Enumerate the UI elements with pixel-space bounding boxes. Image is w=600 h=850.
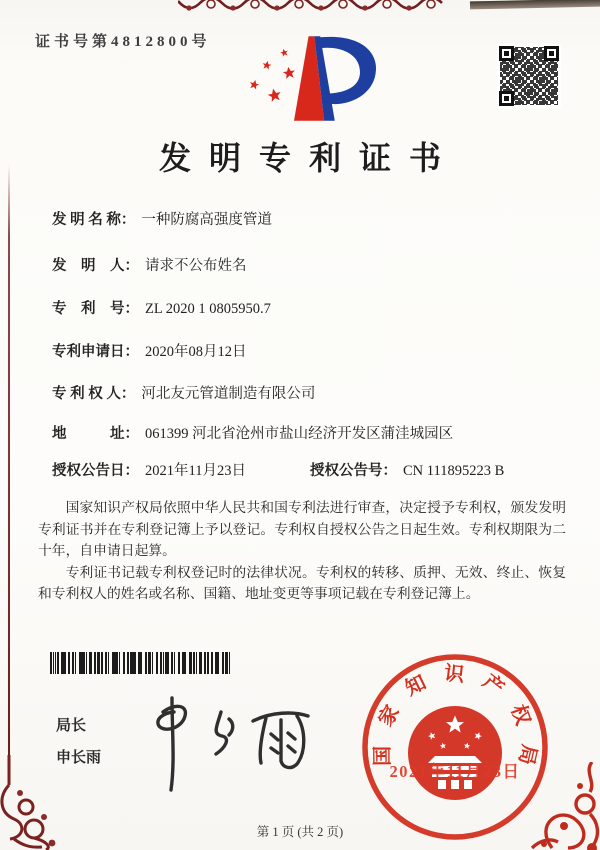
field-row-patent-number: [52, 297, 271, 319]
cnipa-logo-icon: [228, 32, 393, 127]
field-value: CN 111895223 B: [403, 463, 505, 479]
field-value: 2021年11月23日: [145, 463, 246, 479]
legal-text-block: [38, 497, 566, 605]
qr-code: [497, 44, 561, 108]
field-label: 授权公告日：: [52, 463, 139, 479]
legal-paragraph-2: 专利证书记载专利权登记时的法律状况。专利权的转移、质押、无效、终止、恢复和专利权人的姓名或名称、国籍、地址变更等事项记载在专利登记簿上。: [38, 564, 566, 602]
certificate-number: 证书号第4812800号: [35, 34, 211, 50]
field-label: 专利申请日：: [52, 344, 139, 360]
left-border-line: [8, 165, 10, 758]
signature-handwriting: [125, 690, 325, 795]
field-label: 授权公告号：: [310, 463, 397, 479]
field-row-inventor: [52, 254, 247, 276]
field-label: 地 址：: [52, 426, 139, 442]
field-label: 发 明 名 称：: [52, 212, 136, 228]
qr-finder-bottom-left: [499, 91, 514, 106]
qr-finder-top-right: [544, 46, 559, 61]
page-number: 第 1 页 (共 2 页): [256, 825, 344, 839]
signer-name: 申长雨: [56, 750, 102, 766]
seal-date-overlay: 2021年11月23日: [389, 762, 521, 781]
field-label: 发 明 人：: [52, 258, 139, 274]
certificate-title: 发明专利证书: [158, 140, 459, 176]
field-label: 专 利 号：: [52, 301, 139, 317]
signer-title: 局长: [56, 718, 87, 734]
field-value: 061399 河北省沧州市盐山经济开发区蒲洼城园区: [145, 426, 454, 442]
qr-finder-top-left: [499, 46, 514, 61]
field-value: 一种防腐高强度管道: [141, 212, 272, 228]
top-border-ornament: [178, 0, 446, 13]
field-row-address: [52, 422, 453, 444]
field-label: 专 利 权 人：: [52, 386, 136, 402]
top-right-border-fragment: [470, 0, 600, 9]
barcode: [50, 652, 232, 674]
seal-arc-text: 国家知识产权局: [371, 662, 541, 784]
field-row-invention-name: [52, 208, 272, 230]
legal-paragraph-1: 国家知识产权局依照中华人民共和国专利法进行审查，决定授予专利权，颁发发明专利证书并在专利登记簿上予以登记。专利权自授权公告之日起生效。专利权期限为二十年，自申请日起算。: [38, 500, 566, 559]
field-row-filing-date: [52, 340, 247, 362]
field-row-grant-date: [52, 459, 505, 481]
field-value: 请求不公布姓名: [145, 258, 247, 274]
field-value: 2020年08月12日: [145, 344, 247, 360]
field-value: 河北友元管道制造有限公司: [141, 386, 316, 402]
field-value: ZL 2020 1 0805950.7: [145, 301, 271, 317]
field-row-patentee: [52, 382, 315, 404]
field-grant-number: [310, 459, 504, 480]
